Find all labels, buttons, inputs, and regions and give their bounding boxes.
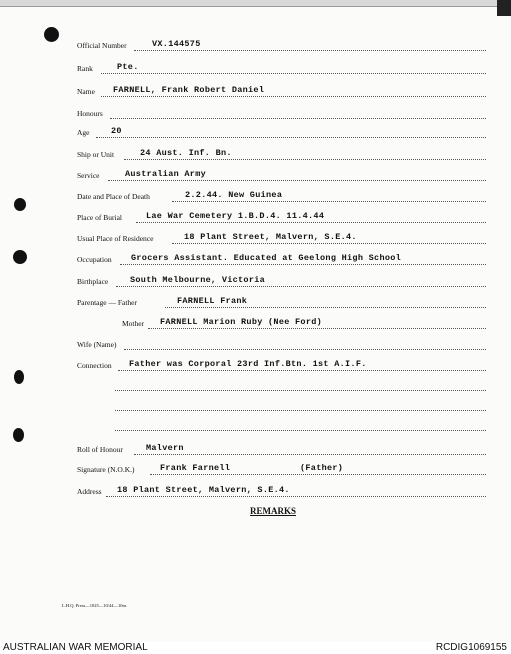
archive-id: RCDIG1069155 — [435, 642, 507, 653]
value: 20 — [111, 126, 122, 136]
label: Usual Place of Residence — [77, 234, 154, 243]
label: Name — [77, 87, 95, 96]
value: Grocers Assistant. Educated at Geelong High School — [131, 253, 402, 263]
label: Ship or Unit — [77, 150, 115, 159]
label: Roll of Honour — [77, 445, 123, 454]
binder-mark — [14, 198, 26, 211]
value: Pte. — [117, 62, 139, 72]
value: 2.2.44. New Guinea — [185, 190, 283, 200]
label: Connection — [77, 361, 112, 370]
label: Official Number — [77, 41, 127, 50]
binder-mark — [13, 428, 24, 442]
label: Address — [77, 487, 102, 496]
label: Place of Burial — [77, 213, 122, 222]
corner-mark — [497, 0, 511, 16]
value: FARNELL Frank — [177, 296, 248, 306]
label: Wife (Name) — [77, 340, 117, 349]
value: FARNELL Marion Ruby (Nee Ford) — [160, 317, 323, 327]
label: Mother — [122, 319, 145, 328]
label: Rank — [77, 64, 93, 73]
label: Date and Place of Death — [77, 192, 150, 201]
relation: (Father) — [300, 463, 344, 473]
binder-mark — [13, 250, 27, 264]
value: FARNELL, Frank Robert Daniel — [113, 85, 265, 95]
value: Father was Corporal 23rd Inf.Btn. 1st A.I.F. — [129, 359, 367, 369]
top-edge — [0, 0, 511, 7]
binder-mark — [14, 370, 24, 384]
label: Service — [77, 171, 100, 180]
value: 18 Plant Street, Malvern, S.E.4. — [117, 485, 290, 495]
value: Lae War Cemetery 1.B.D.4. 11.4.44 — [146, 211, 325, 221]
value: VX.144575 — [152, 39, 201, 49]
value: Australian Army — [125, 169, 207, 179]
label: Parentage — Father — [77, 298, 137, 307]
print-note: L.H.Q. Press—1025—10/44—10m. — [62, 603, 128, 608]
punch-hole — [44, 27, 59, 42]
label: Signature (N.O.K.) — [77, 465, 135, 474]
value: South Melbourne, Victoria — [130, 275, 266, 285]
remarks-heading: REMARKS — [250, 506, 297, 516]
label: Honours — [77, 109, 103, 118]
archive-name: AUSTRALIAN WAR MEMORIAL — [3, 642, 148, 653]
value: 24 Aust. Inf. Bn. — [140, 148, 232, 158]
value: Frank Farnell — [160, 463, 231, 473]
value: Malvern — [146, 443, 184, 453]
value: 18 Plant Street, Malvern, S.E.4. — [184, 232, 357, 242]
label: Age — [77, 128, 90, 137]
label: Birthplace — [77, 277, 109, 286]
archive-bar — [0, 642, 511, 654]
label: Occupation — [77, 255, 112, 264]
